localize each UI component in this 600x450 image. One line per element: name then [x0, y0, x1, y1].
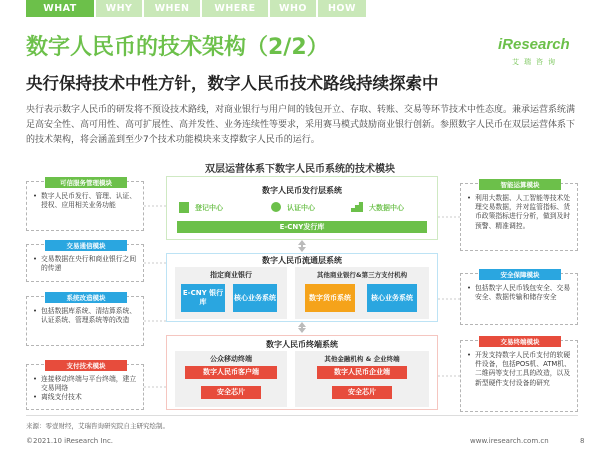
security-chip-2: 安全芯片: [332, 386, 392, 399]
module-item: • 利用大数据、人工智能等技术处理交易数据，并对监管指标、货币政策指标进行分析，做到及时预警、精准调控。: [467, 194, 573, 231]
nav-tab-who[interactable]: WHO: [270, 0, 316, 17]
module-head: 交易通信模块: [45, 240, 127, 251]
mobile-terminal-title: 公众移动终端: [210, 355, 252, 363]
nav-tab-how[interactable]: HOW: [318, 0, 366, 17]
bar-chart-icon: [351, 202, 363, 212]
module-head: 支付技术模块: [45, 360, 127, 371]
nav-tab-when[interactable]: WHEN: [144, 0, 200, 17]
nav-tab-why[interactable]: WHY: [96, 0, 142, 17]
module-item: • 离线支付技术: [33, 393, 139, 402]
module-item: • 开发支持数字人民币支付的软硬件设备，包括POS机、ATM机、二维码等支付工具的改造，以及新型硬件支付设备的研究: [467, 351, 573, 388]
mobile-terminal-panel: [175, 351, 287, 407]
circulation-layer-title: 数字人民币流通层系统: [262, 256, 342, 265]
copyright: ©2021.10 iResearch Inc.: [26, 437, 114, 445]
other-banks-title: 其他商业银行&第三方支付机构: [316, 271, 408, 279]
circulation-layer: [166, 253, 438, 322]
issue-item-register: 登记中心: [195, 204, 223, 212]
designated-bank-panel: [175, 267, 287, 319]
website-link[interactable]: www.iresearch.com.cn: [470, 437, 549, 445]
module-item: • 包括数据库系统、清结算系统、认证系统、管理系统等的改造: [33, 307, 139, 325]
enterprise-client-chip: 数字人民币企业端: [317, 366, 407, 379]
user-icon: [271, 202, 281, 212]
enterprise-terminal-title: 其他金融机构 & 企业终端: [324, 355, 400, 363]
brand-logo-sub: 艾瑞咨询: [512, 58, 560, 66]
issue-item-bigdata: 大数据中心: [369, 204, 404, 212]
module-head: 系统改造模块: [45, 292, 127, 303]
module-head: 可信服务管理模块: [45, 177, 127, 188]
page-title: 数字人民币的技术架构（2/2）: [26, 35, 329, 60]
issue-item-auth: 认证中心: [287, 204, 315, 212]
ecny-issue-bar: E-CNY发行库: [177, 221, 427, 233]
register-icon: [179, 202, 189, 213]
issue-layer-title: 数字人民币发行层系统: [262, 186, 342, 195]
core-business-chip: 核心业务系统: [233, 284, 277, 312]
module-head: 安全保障模块: [479, 269, 561, 280]
page-subtitle: 央行保持技术中性方针，数字人民币技术路线持续探索中: [26, 74, 439, 93]
nav-tab-what[interactable]: WHAT: [26, 0, 94, 17]
brand-logo: iResearch: [498, 36, 570, 53]
module-item: • 连接移动终端与平台终端，建立交易网络: [33, 375, 139, 393]
designated-bank-title: 指定商业银行: [210, 271, 252, 279]
module-head: 交易终端模块: [479, 336, 561, 347]
footer-divider: [26, 415, 578, 416]
module-item: • 包括数字人民币钱包安全、交易安全、数据传输和储存安全: [467, 284, 573, 302]
page-number: 8: [580, 437, 585, 445]
module-item: • 数字人民币发行、管理、认证、授权、应用相关业务功能: [33, 192, 139, 210]
core-business-chip-2: 核心业务系统: [367, 284, 417, 312]
client-app-chip: 数字人民币客户端: [185, 366, 277, 379]
terminal-layer-title: 数字人民币终端系统: [266, 340, 338, 349]
intro-paragraph: 央行表示数字人民币的研发将不预设技术路线，对商业银行与用户间的钱包开立、存取、转账、交易等环节技术中性态度。兼承运营系统满足高安全性、高可用性、高可扩展性、高并发性、业务连续性等要求，采用赛马模式鼓励商业银行创新。参照数字人民币在双层运营体系下的技术架构，将会涵盖到至少7个技术功能模块来支撑数字人民币的运行。: [26, 105, 576, 145]
source-note: 来源：零壹财经，艾瑞咨询研究院自主研究绘制。: [26, 422, 169, 430]
figure-title: 双层运营体系下数字人民币系统的技术模块: [205, 164, 395, 175]
other-banks-panel: [295, 267, 429, 319]
enterprise-terminal-panel: [295, 351, 429, 407]
terminal-layer: [166, 335, 438, 410]
module-item: • 交易数据在央行和商业银行之间的传递: [33, 255, 139, 273]
issue-layer: [166, 176, 438, 240]
nav-tab-where[interactable]: WHERE: [202, 0, 268, 17]
security-chip: 安全芯片: [201, 386, 261, 399]
ecny-bank-chip: E-CNY 银行库: [181, 284, 225, 312]
module-head: 智能运算模块: [479, 179, 561, 190]
digital-currency-chip: 数字货币系统: [305, 284, 355, 312]
